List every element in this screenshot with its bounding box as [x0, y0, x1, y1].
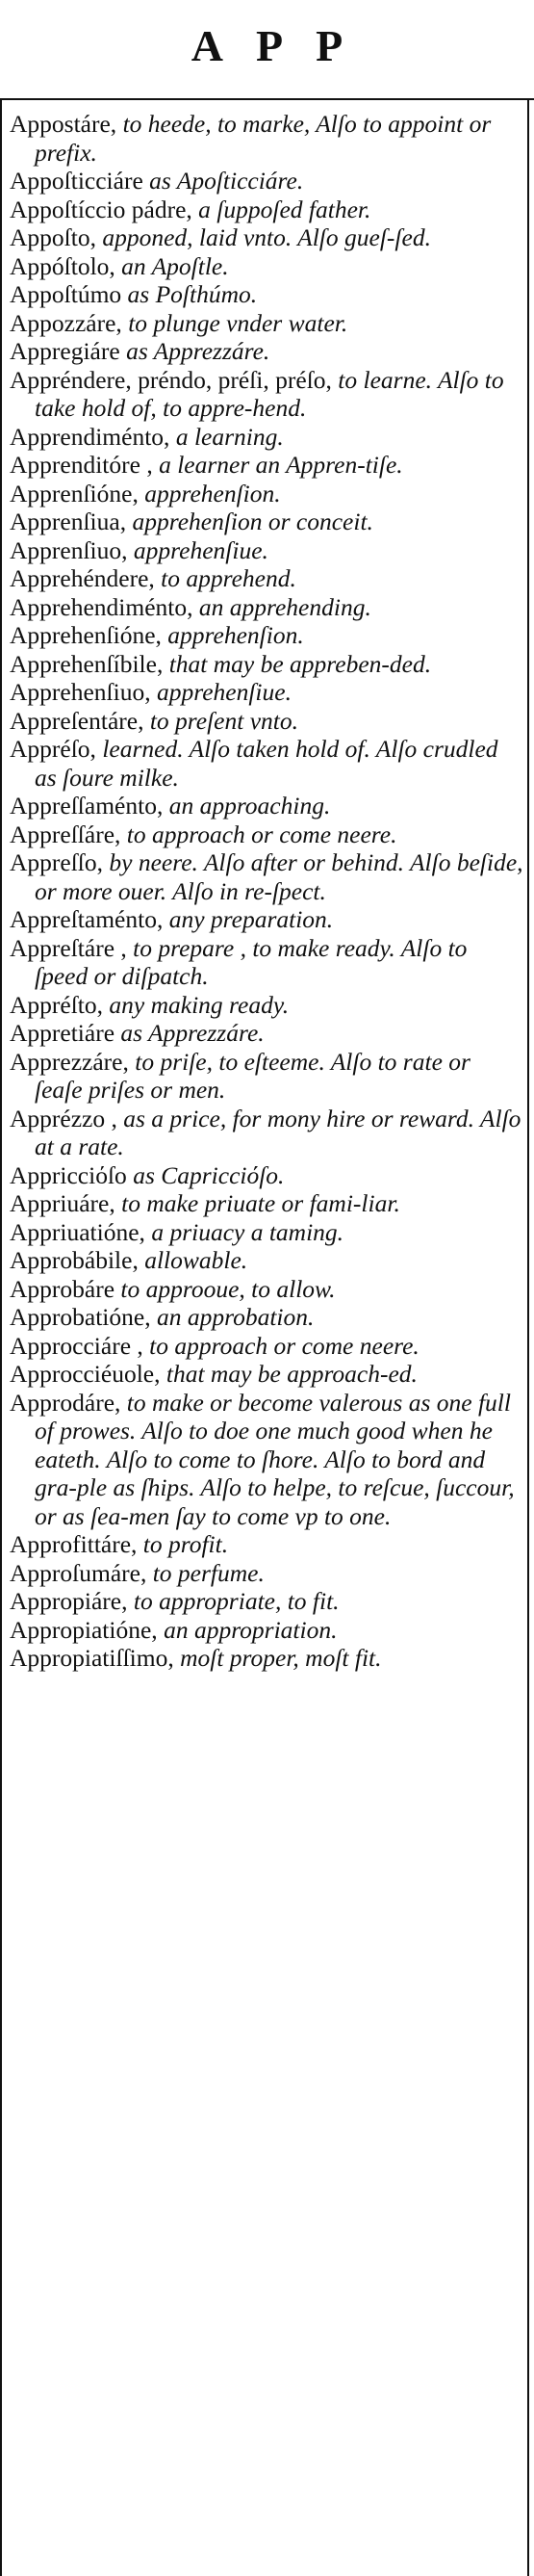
- entry-gloss: that may be appreben-ded.: [163, 649, 432, 678]
- entry-headword: Appreſtaménto,: [10, 905, 164, 933]
- entry-gloss: as Apprezzáre.: [114, 1019, 265, 1047]
- dictionary-entry: [10, 366, 523, 423]
- dictionary-entry: [10, 1189, 523, 1218]
- dictionary-entry: [10, 621, 523, 650]
- entry-headword: Apprehenſiuo,: [10, 678, 151, 706]
- entry-headword: Appréſo,: [10, 735, 96, 763]
- dictionary-entry: [10, 1616, 523, 1645]
- entry-headword: Appriuáre,: [10, 1189, 115, 1217]
- entry-gloss: to profit.: [137, 1530, 229, 1558]
- dictionary-entry: [10, 536, 523, 565]
- entry-headword: Apprehenſióne,: [10, 621, 162, 649]
- dictionary-entry: [10, 167, 523, 195]
- dictionary-entry: [10, 1559, 523, 1588]
- entry-gloss: any preparation.: [163, 905, 334, 933]
- entry-headword: Approbáre: [10, 1274, 115, 1303]
- entry-headword: Apprendiménto,: [10, 422, 170, 451]
- entry-headword: Appropiatióne,: [10, 1615, 158, 1644]
- dictionary-entry: [10, 423, 523, 452]
- entry-gloss: to perfume.: [146, 1558, 265, 1587]
- dictionary-entry: [10, 905, 523, 934]
- entry-gloss: apprehenſiue.: [150, 678, 292, 706]
- dictionary-entry: [10, 1105, 523, 1161]
- entry-headword: Appozzáre,: [10, 308, 122, 337]
- dictionary-entry: [10, 564, 523, 593]
- dictionary-entry: [10, 451, 523, 480]
- entry-headword: Appreſentáre,: [10, 706, 144, 735]
- entry-headword: Apprenditóre ,: [10, 451, 153, 479]
- entry-headword: Apprehenſíbile,: [10, 649, 164, 678]
- entry-headword: Appreſſaménto,: [10, 792, 164, 820]
- entry-headword: Appropiatiſſimo,: [10, 1644, 174, 1672]
- entry-gloss: to make priuate or fami-liar.: [114, 1189, 400, 1217]
- dictionary-entry: [10, 280, 523, 309]
- entry-headword: Apprehéndere,: [10, 564, 155, 592]
- header-rule: [0, 98, 534, 100]
- entry-gloss: to approach or come neere.: [120, 820, 397, 848]
- column-rule-right: [527, 100, 529, 2576]
- entry-gloss: to learne. Alſo to take hold of, to appre-hend.: [35, 365, 504, 422]
- entry-headword: Apprehendiménto,: [10, 592, 193, 621]
- entry-gloss: to approoue, to allow.: [114, 1274, 336, 1303]
- entry-headword: Appoſtíccio pádre,: [10, 195, 192, 223]
- entry-headword: Appreſtáre ,: [10, 933, 127, 962]
- dictionary-entry: [10, 1246, 523, 1275]
- dictionary-entry: [10, 1332, 523, 1361]
- dictionary-entry: [10, 735, 523, 792]
- entry-gloss: as Apprezzáre.: [119, 337, 270, 365]
- entry-headword: Apprenſiua,: [10, 507, 127, 535]
- entry-gloss: moſt proper, moſt fit.: [173, 1644, 382, 1672]
- dictionary-entry: [10, 1587, 523, 1616]
- entry-gloss: allowable.: [138, 1246, 248, 1274]
- entry-gloss: as Poſthúmo.: [121, 280, 258, 308]
- dictionary-entry: [10, 337, 523, 366]
- entry-headword: Apprenſiuo,: [10, 535, 128, 564]
- entry-headword: Appropiáre,: [10, 1587, 128, 1615]
- entry-gloss: to apprehend.: [154, 564, 296, 592]
- entry-gloss: an Apoſtle.: [114, 251, 229, 280]
- entry-gloss: a ſuppoſed father.: [191, 195, 371, 223]
- entry-gloss: as Apoſticciáre.: [142, 167, 304, 195]
- dictionary-entry: [10, 309, 523, 338]
- dictionary-entry: [10, 678, 523, 707]
- entry-gloss: apprehenſiue.: [127, 535, 268, 564]
- entry-headword: Approbábile,: [10, 1246, 139, 1274]
- dictionary-entry: [10, 848, 523, 905]
- entry-headword: Apprenſióne,: [10, 479, 139, 507]
- dictionary-entry: [10, 1048, 523, 1105]
- entry-headword: Appretiáre: [10, 1019, 115, 1047]
- dictionary-entry: [10, 110, 523, 167]
- dictionary-entry: [10, 1530, 523, 1559]
- dictionary-entry: [10, 1389, 523, 1531]
- entry-gloss: apprehenſion.: [161, 621, 304, 649]
- dictionary-entry: [10, 1218, 523, 1247]
- entry-gloss: any making ready.: [103, 990, 290, 1019]
- dictionary-entry: [10, 195, 523, 224]
- dictionary-entry: [10, 820, 523, 849]
- entry-headword: Appricciόſo: [10, 1160, 127, 1189]
- entry-gloss: apprehenſion.: [138, 479, 281, 507]
- entry-headword: Appoſtúmo: [10, 280, 122, 308]
- entry-gloss: an apprehending.: [192, 592, 371, 621]
- entry-headword: Appóſtolo,: [10, 251, 115, 280]
- dictionary-entry: [10, 792, 523, 820]
- dictionary-entry: [10, 252, 523, 281]
- entry-gloss: learned. Alſo taken hold of. Alſo crudled as ſoure milke.: [35, 735, 498, 792]
- column-rule-left: [0, 100, 2, 2576]
- entry-gloss: to prepare , to make ready. Alſo to ſpeed or diſpatch.: [35, 933, 468, 990]
- entry-gloss: to appropriate, to fit.: [127, 1587, 340, 1615]
- entry-list: [10, 110, 523, 1673]
- entry-gloss: to priſe, to eſteeme. Alſo to rate or ſeaſe priſes or men.: [35, 1047, 470, 1104]
- entry-headword: Appriuatióne,: [10, 1217, 145, 1246]
- entry-headword: Approcciéuole,: [10, 1360, 161, 1388]
- entry-gloss: to make or become valerous as one full of prowes. Alſo to doe one much good when he eateth. Alſo to come to ſhore. Alſo to bord and gra-ple as ſhips. Alſo to helpe, to reſcue, ſuccour, or as ſea-men ſay to come vp to one.: [35, 1388, 515, 1530]
- entry-headword: Approbatióne,: [10, 1303, 151, 1331]
- dictionary-entry: [10, 707, 523, 736]
- dictionary-entry: [10, 1644, 523, 1673]
- dictionary-entry: [10, 991, 523, 1020]
- entry-gloss: a learner an Appren-tiſe.: [152, 451, 403, 479]
- entry-gloss: as a price, for mony hire or reward. Alſo at a rate.: [35, 1104, 521, 1160]
- entry-headword: Approcciáre ,: [10, 1331, 143, 1360]
- dictionary-entry: [10, 1161, 523, 1190]
- entry-headword: Appréndere, préndo, préſi, préſo,: [10, 365, 332, 394]
- entry-headword: Approſumáre,: [10, 1558, 147, 1587]
- dictionary-entry: [10, 1019, 523, 1048]
- entry-gloss: by neere. Alſo after or behind. Alſo beſide, or more ouer. Alſo in re-ſpect.: [35, 848, 523, 905]
- entry-gloss: an approbation.: [150, 1303, 315, 1331]
- entry-gloss: to approach or come neere.: [142, 1331, 420, 1360]
- dictionary-entry: [10, 593, 523, 622]
- entry-headword: Apprézzo ,: [10, 1104, 117, 1132]
- dictionary-entry: [10, 223, 523, 252]
- dictionary-entry: [10, 480, 523, 508]
- entry-gloss: apprehenſion or conceit.: [126, 507, 373, 535]
- entry-headword: Appostáre,: [10, 110, 117, 138]
- entry-headword: Apprezzáre,: [10, 1047, 129, 1076]
- entry-gloss: an appropriation.: [157, 1615, 338, 1644]
- entry-gloss: an approaching.: [163, 792, 331, 820]
- dictionary-entry: [10, 1303, 523, 1332]
- entry-headword: Appréſto,: [10, 990, 104, 1019]
- dictionary-entry: [10, 650, 523, 679]
- running-head: APP: [191, 21, 376, 70]
- entry-gloss: a priuacy a taming.: [144, 1217, 344, 1246]
- entry-headword: Appoſto,: [10, 223, 96, 251]
- entry-gloss: to plunge vnder water.: [121, 308, 348, 337]
- entry-headword: Appreſſáre,: [10, 820, 121, 848]
- entry-headword: Approdáre,: [10, 1388, 121, 1417]
- entry-headword: Approfittáre,: [10, 1530, 138, 1558]
- dictionary-entry: [10, 1275, 523, 1304]
- dictionary-entry: [10, 1360, 523, 1389]
- dictionary-entry: [10, 507, 523, 536]
- entry-gloss: that may be approach-ed.: [160, 1360, 418, 1388]
- entry-headword: Appregiáre: [10, 337, 120, 365]
- entry-gloss: apponed, laid vnto. Alſo gueſ-ſed.: [95, 223, 431, 251]
- entry-gloss: a learning.: [169, 422, 284, 451]
- entry-gloss: to preſent vnto.: [143, 706, 298, 735]
- entry-gloss: as Capricciόſo.: [126, 1160, 285, 1189]
- entry-headword: Appreſſo,: [10, 848, 104, 876]
- entry-headword: Appoſticciáre: [10, 167, 143, 195]
- entry-gloss: to heede, to marke, Alſo to appoint or prefix.: [35, 110, 492, 167]
- dictionary-entry: [10, 934, 523, 991]
